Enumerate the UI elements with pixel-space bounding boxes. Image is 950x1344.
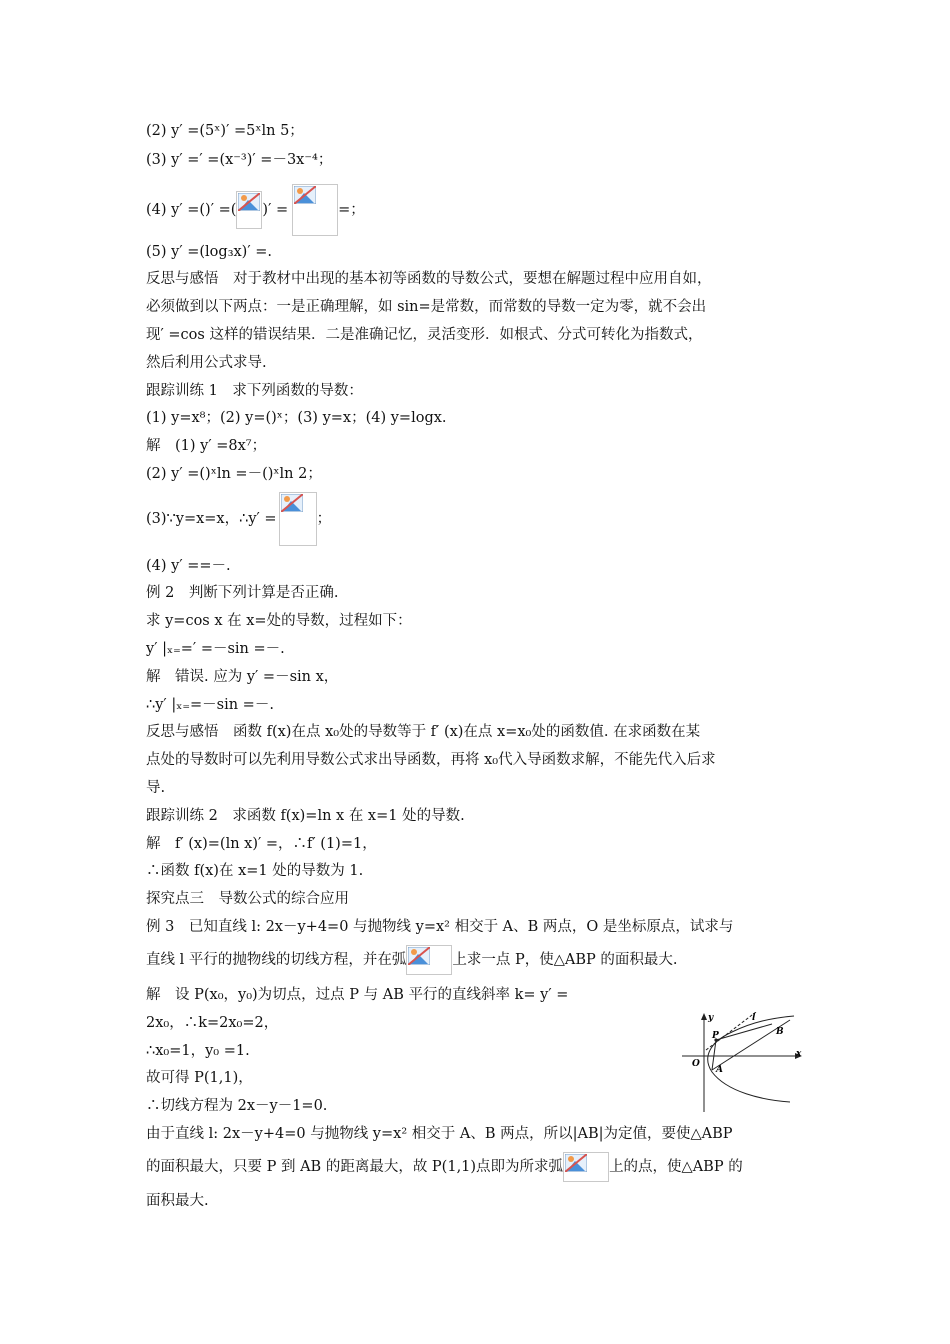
broken-image-icon (406, 945, 452, 975)
text-line: 2x₀，∴k=2x₀=2， (146, 1015, 279, 1031)
broken-image-icon (292, 184, 338, 236)
text-line-with-image (146, 492, 331, 546)
text-line: 故可得 P(1,1)， (146, 1070, 253, 1086)
text-line: y′ |ₓ₌=′ =－sin =－. (146, 641, 285, 657)
text-line: ∴x₀=1，y₀ =1. (146, 1043, 250, 1059)
label-l: l (752, 1013, 756, 1023)
text-line: 例 3 已知直线 l: 2x－y+4=0 与抛物线 y=x² 相交于 A、B 两点，O 是坐标原点，试求与 (146, 919, 734, 935)
text-line: 面积最大. (146, 1193, 209, 1209)
text-fragment: 上求一点 P，使△ABP 的面积最大. (452, 952, 678, 968)
label-p: P (712, 1031, 719, 1041)
text-line: 点处的导数时可以先利用导数公式求出导函数，再将 x₀代入导函数求解，不能先代入后求 (146, 752, 716, 768)
text-line: (2) y′ =()ˣln =－()ˣln 2； (146, 466, 322, 482)
label-y: y (708, 1013, 714, 1023)
broken-image-icon (236, 191, 262, 229)
text-line: (4) y′ ==－. (146, 558, 231, 574)
text-line-with-image (146, 945, 677, 975)
text-fragment: ； (316, 511, 332, 527)
text-line: 例 2 判断下列计算是否正确. (146, 585, 339, 601)
text-line: 必须做到以下两点：一是正确理解，如 sin=是常数，而常数的导数一定为零，就不会出 (146, 299, 707, 315)
text-line: ∴函数 f(x)在 x=1 处的导数为 1. (146, 863, 364, 879)
text-line: ∴切线方程为 2x－y－1=0. (146, 1098, 328, 1114)
text-line: ∴y′ |ₓ₌=－sin =－. (146, 697, 274, 713)
text-line: (3) y′ =′ =(x⁻³)′ =－3x⁻⁴； (146, 152, 333, 168)
label-a: A (716, 1065, 723, 1075)
broken-image-icon (563, 1152, 609, 1182)
text-fragment: =； (338, 202, 365, 218)
text-line: 求 y=cos x 在 x=处的导数，过程如下： (146, 613, 412, 629)
text-line: 解 设 P(x₀，y₀)为切点，过点 P 与 AB 平行的直线斜率 k= y′ = (146, 987, 569, 1003)
text-fragment: )′ = (262, 202, 289, 218)
text-fragment: 的面积最大，只要 P 到 AB 的距离最大，故 P(1,1)点即为所求弧 (146, 1159, 564, 1175)
label-x: x (796, 1049, 802, 1059)
text-line: 跟踪训练 2 求函数 f(x)=ln x 在 x=1 处的导数. (146, 808, 465, 824)
text-line: 解 错误. 应为 y′ =－sin x， (146, 669, 339, 685)
label-b: B (776, 1027, 784, 1037)
label-o: O (692, 1059, 700, 1069)
text-line: 解 (1) y′ =8x⁷； (146, 438, 267, 454)
text-line-with-images (146, 184, 365, 234)
text-line: (1) y=x⁸；(2) y=()ˣ；(3) y=x；(4) y=logx. (146, 410, 447, 426)
text-line: 由于直线 l: 2x－y+4=0 与抛物线 y=x² 相交于 A、B 两点，所以|AB|为定值，要使△ABP (146, 1126, 733, 1142)
text-fragment: 上的点，使△ABP 的 (609, 1159, 743, 1175)
text-line: (5) y′ =(log₃x)′ =. (146, 244, 273, 260)
y-axis-arrow (701, 1013, 707, 1020)
text-line: (2) y′ =(5ˣ)′ =5ˣln 5； (146, 123, 304, 139)
text-fragment: (3)∵y=x=x，∴y′ = (146, 511, 277, 527)
text-line: 反思与感悟 函数 f(x)在点 x₀处的导数等于 f′ (x)在点 x=x₀处的函数值. 在求函数在某 (146, 724, 701, 740)
broken-image-icon (279, 492, 317, 546)
text-line: 然后利用公式求导. (146, 355, 267, 371)
text-fragment: 直线 l 平行的抛物线的切线方程，并在弧 (146, 952, 407, 968)
text-line: 跟踪训练 1 求下列函数的导数： (146, 383, 363, 399)
parabola-diagram (672, 1012, 812, 1114)
text-fragment: (4) y′ =()′ =( (146, 202, 237, 218)
text-line: 解 f′ (x)=(ln x)′ =，∴f′ (1)=1， (146, 836, 377, 852)
text-line-with-image (146, 1152, 743, 1182)
section-heading: 探究点三 导数公式的综合应用 (146, 891, 349, 907)
text-line: 反思与感悟 对于教材中出现的基本初等函数的导数公式，要想在解题过程中应用自如， (146, 271, 712, 287)
text-line: 现′ =cos 这样的错误结果．二是准确记忆，灵活变形．如根式、分式可转化为指数式， (146, 327, 703, 343)
text-line: 导. (146, 780, 166, 796)
